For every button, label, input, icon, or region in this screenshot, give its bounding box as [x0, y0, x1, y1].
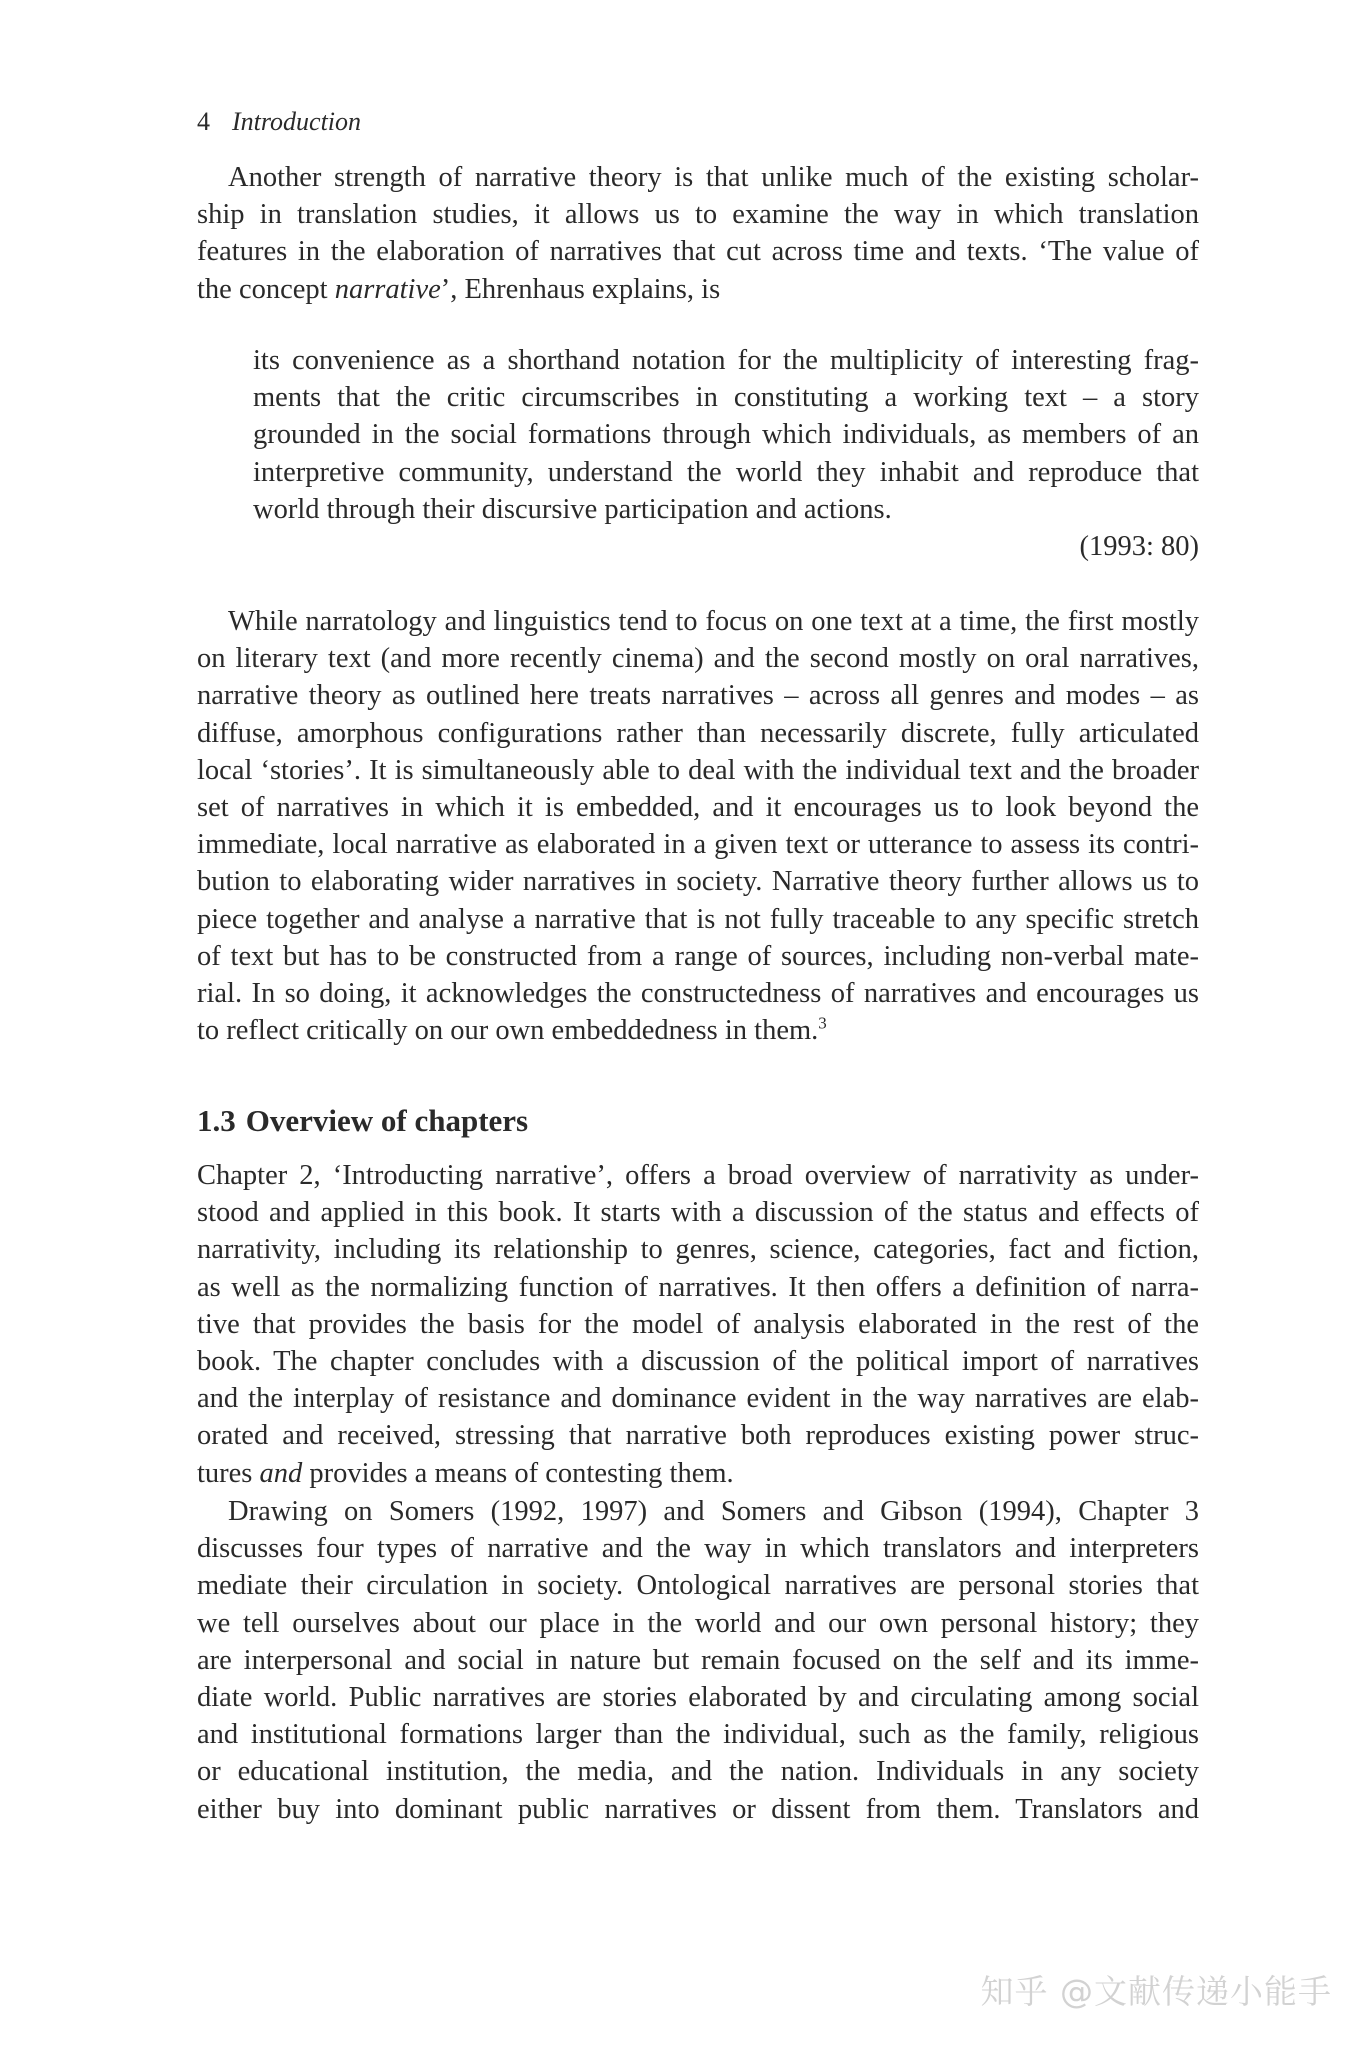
paragraph-1	[197, 159, 1199, 308]
text-line: local ‘stories’. It is simultaneously able to deal with the individual text and the broader	[197, 754, 1199, 786]
text-line: narrative theory as outlined here treats narratives – across all genres and modes – as	[197, 680, 1199, 712]
section-number: 1.3	[197, 1103, 236, 1138]
text-line: as well as the normalizing function of narratives. It then offers a definition of narra-	[197, 1271, 1199, 1303]
footnote-marker: 3	[818, 1013, 827, 1033]
text-line: features in the elaboration of narratives that cut across time and texts. ‘The value of	[197, 236, 1199, 268]
text-line: Another strength of narrative theory is that unlike much of the existing scholar-	[228, 162, 1199, 193]
quote-line: interpretive community, understand the world they inhabit and reproduce that	[253, 456, 1199, 488]
page-number: 4	[197, 107, 210, 136]
text-line: book. The chapter concludes with a discussion of the political import of narratives	[197, 1345, 1199, 1377]
text-line: or educational institution, the media, and the nation. Individuals in any society	[197, 1756, 1199, 1788]
text-line: of text but has to be constructed from a range of sources, including non-verbal mate-	[197, 940, 1199, 972]
text-line: narrativity, including its relationship to genres, science, categories, fact and fiction,	[197, 1234, 1199, 1266]
text-line: set of narratives in which it is embedded, and it encourages us to look beyond the	[197, 791, 1199, 823]
text-line: Chapter 2, ‘Introducting narrative’, offers a broad overview of narrativity as under-	[197, 1160, 1199, 1191]
text-line: on literary text (and more recently cinema) and the second mostly on oral narratives,	[197, 643, 1199, 675]
text-line: diate world. Public narratives are stories elaborated by and circulating among social	[197, 1681, 1199, 1713]
text-line: either buy into dominant public narratives or dissent from them. Translators and	[197, 1793, 1199, 1825]
emphasis-and: and	[259, 1457, 303, 1489]
text-line: the concept narrative’, Ehrenhaus explains, is	[197, 273, 721, 305]
paragraph-3	[197, 1157, 1199, 1492]
text-line: stood and applied in this book. It starts with a discussion of the status and effects of	[197, 1197, 1199, 1229]
block-quote	[253, 342, 1199, 528]
text-line: are interpersonal and social in nature but remain focused on the self and its imme-	[197, 1644, 1199, 1676]
zhihu-watermark: 知乎 @文献传递小能手	[980, 1972, 1332, 2011]
text-line: tive that provides the basis for the model of analysis elaborated in the rest of the	[197, 1308, 1199, 1340]
text-line: and the interplay of resistance and dominance evident in the way narratives are elab-	[197, 1383, 1199, 1415]
section-heading	[197, 1100, 528, 1142]
quote-line: world through their discursive participation and actions.	[253, 493, 892, 525]
emphasis-narrative: narrative	[334, 273, 441, 305]
quote-citation: (1993: 80)	[1079, 531, 1199, 562]
text-line: orated and received, stressing that narrative both reproduces existing power struc-	[197, 1420, 1199, 1452]
quote-line: its convenience as a shorthand notation for the multiplicity of interesting frag-	[253, 345, 1199, 376]
text-line: tures and provides a means of contesting them.	[197, 1457, 734, 1489]
text-line: bution to elaborating wider narratives in society. Narrative theory further allows us to	[197, 866, 1199, 898]
paragraph-2	[197, 603, 1199, 1049]
text-line: piece together and analyse a narrative that is not fully traceable to any specific stretch	[197, 903, 1199, 935]
running-head-section: Introduction	[232, 107, 362, 136]
text-line: mediate their circulation in society. Ontological narratives are personal stories that	[197, 1570, 1199, 1602]
section-title: Overview of chapters	[245, 1103, 529, 1138]
text-line: and institutional formations larger than the individual, such as the family, religious	[197, 1719, 1199, 1751]
text-line: to reflect critically on our own embeddedness in them.$^3$	[197, 1013, 827, 1047]
text-line: ship in translation studies, it allows us to examine the way in which translation	[197, 199, 1199, 231]
text-line: we tell ourselves about our place in the world and our own personal history; they	[197, 1607, 1199, 1639]
running-head	[197, 104, 361, 140]
text-line: diffuse, amorphous configurations rather than necessarily discrete, fully articulated	[197, 717, 1199, 749]
text-line: rial. In so doing, it acknowledges the constructedness of narratives and encourages us	[197, 977, 1199, 1009]
quote-line: grounded in the social formations through which individuals, as members of an	[253, 419, 1199, 451]
paragraph-4	[197, 1493, 1199, 1828]
text-line: Drawing on Somers (1992, 1997) and Somers and Gibson (1994), Chapter 3	[228, 1496, 1199, 1527]
quote-line: ments that the critic circumscribes in constituting a working text – a story	[253, 382, 1199, 414]
text-line: While narratology and linguistics tend to focus on one text at a time, the first mostly	[228, 606, 1199, 637]
text-line: immediate, local narrative as elaborated in a given text or utterance to assess its contri-	[197, 829, 1199, 861]
text-line: discusses four types of narrative and the way in which translators and interpreters	[197, 1533, 1199, 1565]
